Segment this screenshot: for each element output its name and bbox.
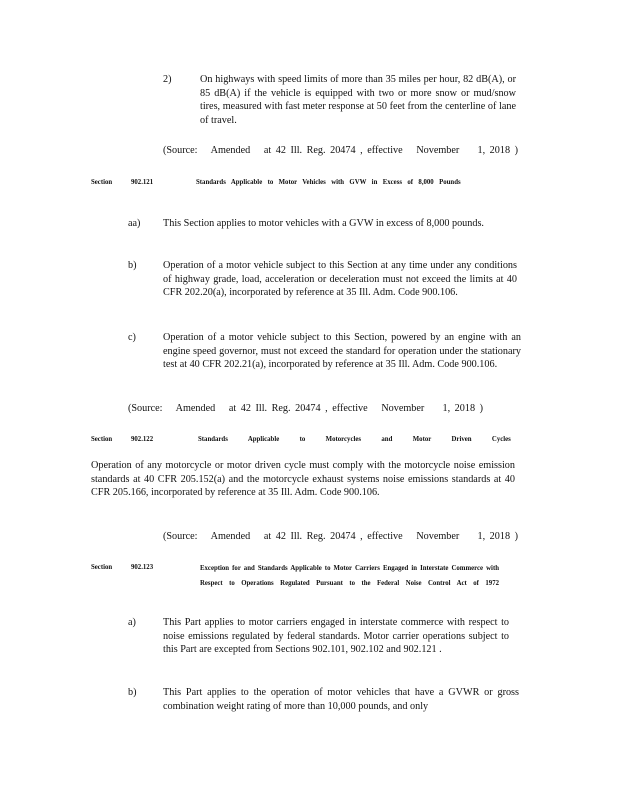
item-label: b)	[128, 260, 137, 271]
source-note: (Source: Amended at 42 Ill. Reg. 20474 , effective November 1, 2018 )	[128, 403, 484, 414]
source-note: (Source: Amended at 42 Ill. Reg. 20474 , effective November 1, 2018 )	[163, 531, 519, 542]
item-text: This Part applies to the operation of motor vehicles that have a GVWR or gross combination weight rating of more than 10,000 pounds, and only	[163, 687, 519, 712]
item-label: c)	[128, 332, 136, 343]
section-number: 902.122	[131, 434, 154, 443]
item-text: Operation of a motor vehicle subject to this Section at any time under any conditions of highway grade, load, acceleration or deceleration must not exceed the limits at 40 CFR 202.20(a), incorporated by reference at 35 Ill. Adm. Code 900.106.	[163, 260, 517, 299]
source-note: (Source: Amended at 42 Ill. Reg. 20474 , effective November 1, 2018 )	[163, 145, 519, 156]
section-title: Exception for and Standards Applicable to Motor Carriers Engaged in Interstate Commerce with Respect to Operations Regulated Pursuant to the Federal Noise Control Act of 1972	[200, 563, 499, 587]
item-label: b)	[128, 687, 137, 698]
section-title: Standards Applicable to Motorcycles and Motor Driven Cycles	[198, 434, 511, 443]
section-label: Section	[91, 562, 113, 571]
section-label: Section	[91, 177, 113, 186]
item-label: aa)	[128, 218, 141, 229]
item-text: This Section applies to motor vehicles with a GVW in excess of 8,000 pounds.	[163, 218, 484, 229]
item-label: 2)	[163, 74, 172, 85]
section-number: 902.123	[131, 562, 154, 571]
section-label: Section	[91, 434, 113, 443]
item-text: On highways with speed limits of more than 35 miles per hour, 82 dB(A), or 85 dB(A) if the vehicle is equipped with two or more snow or mud/snow tires, measured with fast meter response at 50 feet from the centerline of lane of travel.	[200, 74, 516, 126]
item-text: Operation of a motor vehicle subject to this Section, powered by an engine with an engine speed governor, must not exceed the standard for operation under the stationary test at 40 CFR 202.21(a), incorporated by reference at 35 Ill. Adm. Code 900.106.	[163, 332, 521, 371]
section-title: Standards Applicable to Motor Vehicles with GVW in Excess of 8,000 Pounds	[196, 177, 461, 186]
section-text: Operation of any motorcycle or motor driven cycle must comply with the motorcycle noise emission standards at 40 CFR 205.152(a) and the motorcycle exhaust systems noise emissions standards at 40 CFR 205.166, incorporated by reference at 35 Ill. Adm. Code 900.106.	[91, 460, 515, 499]
item-label: a)	[128, 617, 136, 628]
section-number: 902.121	[131, 177, 154, 186]
item-text: This Part applies to motor carriers engaged in interstate commerce with respect to noise emissions regulated by federal standards. Motor carrier operations subject to this Part are excepted from Sections 902.101, 902.102 and 902.121 .	[163, 617, 509, 656]
